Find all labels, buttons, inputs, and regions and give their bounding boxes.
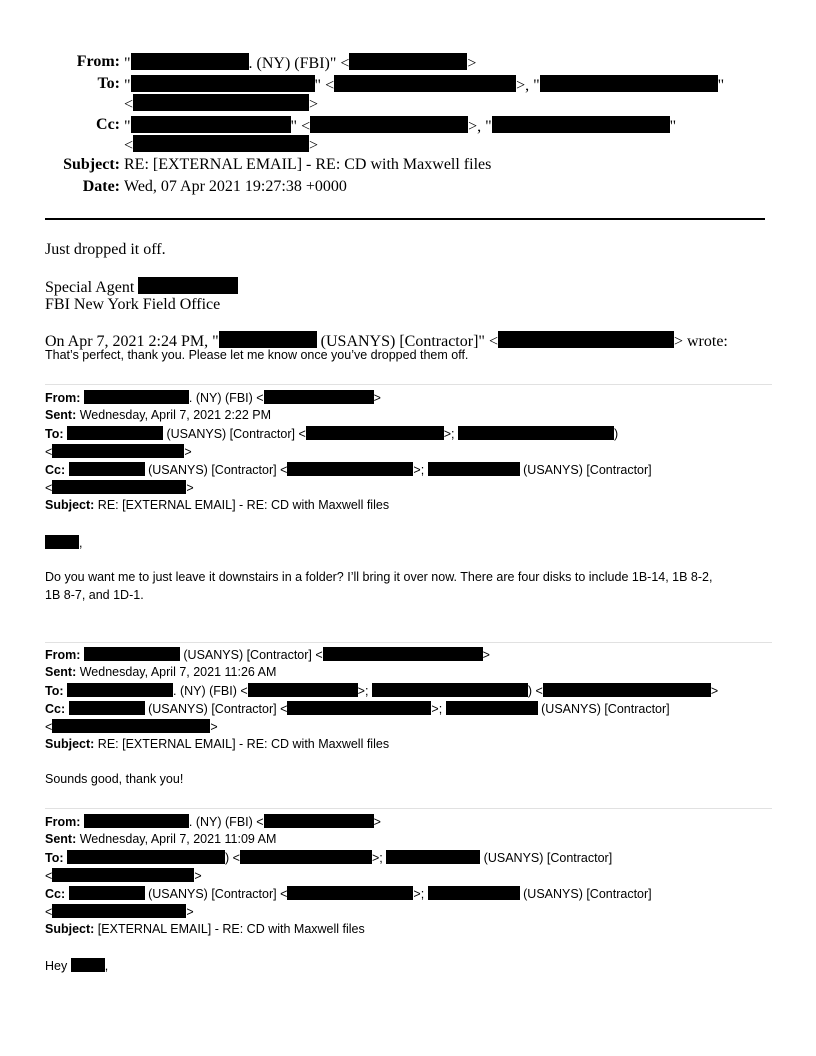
angle-close: > [309, 96, 319, 113]
signature-office: FBI New York Field Office [45, 296, 221, 313]
redaction [240, 850, 372, 864]
subject-label: Subject: [63, 156, 120, 173]
redaction [69, 462, 145, 476]
from-label: From: [76, 53, 120, 70]
header-divider [45, 218, 765, 220]
to-value [124, 75, 724, 95]
body-line: Just dropped it off. [45, 241, 166, 258]
redaction [428, 886, 520, 900]
recipient-affiliation: (USANYS) [Contractor] < [163, 427, 306, 441]
to-label: To: [45, 684, 64, 698]
header-subject-row [0, 156, 760, 176]
cc-label: Cc: [45, 463, 66, 477]
msg2-to [45, 683, 718, 698]
quote-mark: " [124, 77, 131, 94]
header-date-row [0, 178, 760, 198]
quote-lt: " < [314, 77, 335, 94]
gt-semicolon: >; [371, 851, 383, 865]
close-paren: ) [614, 427, 619, 441]
redaction [372, 683, 528, 697]
quote-lt: " < [290, 118, 311, 135]
redaction [264, 814, 374, 828]
redaction [45, 535, 79, 549]
subject-label: Subject: [45, 498, 95, 512]
msg1-to [45, 426, 618, 441]
sender-affiliation: (USANYS) [Contractor] < [179, 648, 323, 662]
message-divider [45, 808, 772, 809]
subject-label: Subject: [45, 922, 95, 936]
angle-open: < [45, 481, 53, 495]
redaction [52, 444, 184, 458]
redaction [84, 647, 180, 661]
from-value [124, 53, 476, 73]
angle-close: > [309, 137, 319, 154]
subject-value: RE: [EXTERNAL EMAIL] - RE: CD with Maxwell files [97, 498, 390, 512]
angle-close: > [710, 684, 719, 698]
redaction [386, 850, 480, 864]
sent-value: Wednesday, April 7, 2021 11:26 AM [79, 665, 277, 679]
recipient-affiliation: (USANYS) [Contractor] [480, 851, 613, 865]
msg2-cc [45, 701, 670, 716]
redaction [67, 683, 173, 697]
cc-label: Cc: [45, 702, 66, 716]
angle-close: > [373, 391, 381, 405]
quote-mid: (USANYS) [Contractor]" < [316, 333, 498, 350]
quote-mark: " [124, 118, 131, 135]
sent-value: Wednesday, April 7, 2021 2:22 PM [79, 408, 272, 422]
msg3-sent [45, 832, 276, 846]
angle-open: < [45, 720, 53, 734]
from-label: From: [45, 815, 81, 829]
msg3-to-2 [45, 868, 202, 883]
quote-prefix: On Apr 7, 2021 2:24 PM, " [45, 333, 219, 350]
msg2-text: Sounds good, thank you! [45, 772, 184, 786]
message-divider [45, 642, 772, 643]
redaction [287, 462, 413, 476]
recipient-affiliation: (USANYS) [Contractor] < [144, 702, 288, 716]
sent-label: Sent: [45, 665, 77, 679]
redaction [248, 683, 358, 697]
redaction [52, 904, 186, 918]
quote-mark: " [124, 55, 131, 72]
angle-close: > [373, 815, 381, 829]
sent-label: Sent: [45, 832, 77, 846]
msg1-text-2: 1B 8-7, and 1D-1. [45, 588, 144, 602]
msg1-salutation [45, 535, 82, 550]
gt-semicolon: >; [413, 887, 425, 901]
redaction [334, 75, 516, 92]
redaction [52, 480, 186, 494]
subject-value: RE: [EXTERNAL EMAIL] - RE: CD with Maxwell files [124, 156, 492, 173]
redaction [349, 53, 467, 70]
redaction [428, 462, 520, 476]
msg1-cc-2 [45, 480, 194, 495]
subject-label: Subject: [45, 737, 95, 751]
comma: , [104, 959, 109, 973]
comma: , [79, 536, 83, 550]
msg1-text-1: Do you want me to just leave it downstairs in a folder? I’ll bring it over now. There are four disks to include 1B-14, 1B 8-2, [45, 570, 713, 584]
sent-label: Sent: [45, 408, 77, 422]
msg3-subject [45, 922, 365, 936]
from-agency: . (NY) (FBI)" < [248, 55, 350, 72]
redaction [540, 75, 718, 92]
header-to-row-2 [124, 94, 318, 114]
to-label: To: [45, 851, 64, 865]
greeting-text: Hey [45, 959, 71, 973]
redaction [131, 75, 315, 92]
recipient-agency: . (NY) (FBI) < [173, 684, 248, 698]
redaction [219, 331, 317, 348]
from-agency: . (NY) (FBI) < [188, 391, 264, 405]
redaction [84, 390, 189, 404]
gt-semicolon: >; [443, 427, 455, 441]
redaction [52, 868, 194, 882]
msg2-cc-2 [45, 719, 218, 734]
cc-value [124, 116, 676, 136]
recipient-affiliation: (USANYS) [Contractor] [537, 702, 670, 716]
subject-value: [EXTERNAL EMAIL] - RE: CD with Maxwell files [97, 922, 365, 936]
angle-close: > [210, 720, 218, 734]
gt-comma-quote: >, " [516, 77, 540, 94]
angle-close: > [186, 481, 194, 495]
gt-semicolon: >; [413, 463, 425, 477]
from-label: From: [45, 648, 81, 662]
header-cc-row [0, 116, 760, 136]
date-value: Wed, 07 Apr 2021 19:27:38 +0000 [124, 178, 347, 195]
recipient-affiliation: (USANYS) [Contractor] [519, 887, 652, 901]
quote-text: That’s perfect, thank you. Please let me know once you’ve dropped them off. [45, 348, 469, 362]
gt-comma-quote: >, " [468, 118, 492, 135]
msg2-from [45, 647, 490, 662]
recipient-affiliation: (USANYS) [Contractor] < [144, 463, 288, 477]
redaction [287, 701, 431, 715]
paren-lt: ) < [527, 684, 543, 698]
sent-value: Wednesday, April 7, 2021 11:09 AM [79, 832, 277, 846]
msg3-cc [45, 886, 652, 901]
msg3-from [45, 814, 381, 829]
recipient-affiliation: (USANYS) [Contractor] [519, 463, 652, 477]
to-label: To: [45, 427, 64, 441]
redaction [133, 135, 309, 152]
header-from-row [0, 53, 760, 73]
redaction [69, 886, 145, 900]
sender-agency: . (NY) (FBI) < [188, 815, 264, 829]
message-divider [45, 384, 772, 385]
msg3-to [45, 850, 612, 865]
msg3-greeting [45, 958, 108, 973]
redaction [323, 647, 483, 661]
msg1-sent [45, 408, 271, 422]
redaction [131, 116, 291, 133]
redaction [138, 277, 238, 294]
angle-close: > [467, 55, 477, 72]
redaction [310, 116, 468, 133]
gt-semicolon: >; [357, 684, 369, 698]
redaction [67, 850, 225, 864]
angle-close: > [194, 869, 202, 883]
recipient-affiliation: (USANYS) [Contractor] < [144, 887, 288, 901]
msg1-cc [45, 462, 652, 477]
redaction [131, 53, 249, 70]
redaction [84, 814, 189, 828]
msg1-from [45, 390, 381, 405]
paren-lt: ) < [225, 851, 240, 865]
redaction [492, 116, 670, 133]
redaction [306, 426, 444, 440]
redaction [69, 701, 145, 715]
redaction [52, 719, 210, 733]
msg2-sent [45, 665, 276, 679]
redaction [287, 886, 413, 900]
quote-mark: " [717, 77, 725, 94]
msg1-to-2 [45, 444, 192, 459]
redaction [498, 331, 674, 348]
angle-close: > [184, 445, 192, 459]
angle-close: > [482, 648, 490, 662]
angle-open: < [45, 445, 53, 459]
subject-value: RE: [EXTERNAL EMAIL] - RE: CD with Maxwell files [97, 737, 390, 751]
redaction [71, 958, 105, 972]
msg2-subject [45, 737, 389, 751]
quote-mark: " [669, 118, 677, 135]
msg1-subject [45, 498, 389, 512]
msg3-cc-2 [45, 904, 194, 919]
angle-open: < [124, 137, 134, 154]
signature-title-row [45, 277, 238, 297]
cc-label: Cc: [45, 887, 66, 901]
angle-open: < [45, 869, 53, 883]
redaction [133, 94, 309, 111]
angle-close: > [186, 905, 194, 919]
cc-label: Cc: [96, 116, 120, 133]
header-to-row [0, 75, 760, 95]
quote-suffix: > wrote: [673, 333, 728, 350]
gt-semicolon: >; [431, 702, 443, 716]
angle-open: < [124, 96, 134, 113]
redaction [67, 426, 163, 440]
redaction [446, 701, 538, 715]
signature-title: Special Agent [45, 279, 135, 296]
header-cc-row-2 [124, 135, 318, 155]
redaction [264, 390, 374, 404]
from-label: From: [45, 391, 81, 405]
to-label: To: [97, 75, 120, 92]
redaction [543, 683, 711, 697]
redaction [458, 426, 614, 440]
date-label: Date: [82, 178, 120, 195]
angle-open: < [45, 905, 53, 919]
